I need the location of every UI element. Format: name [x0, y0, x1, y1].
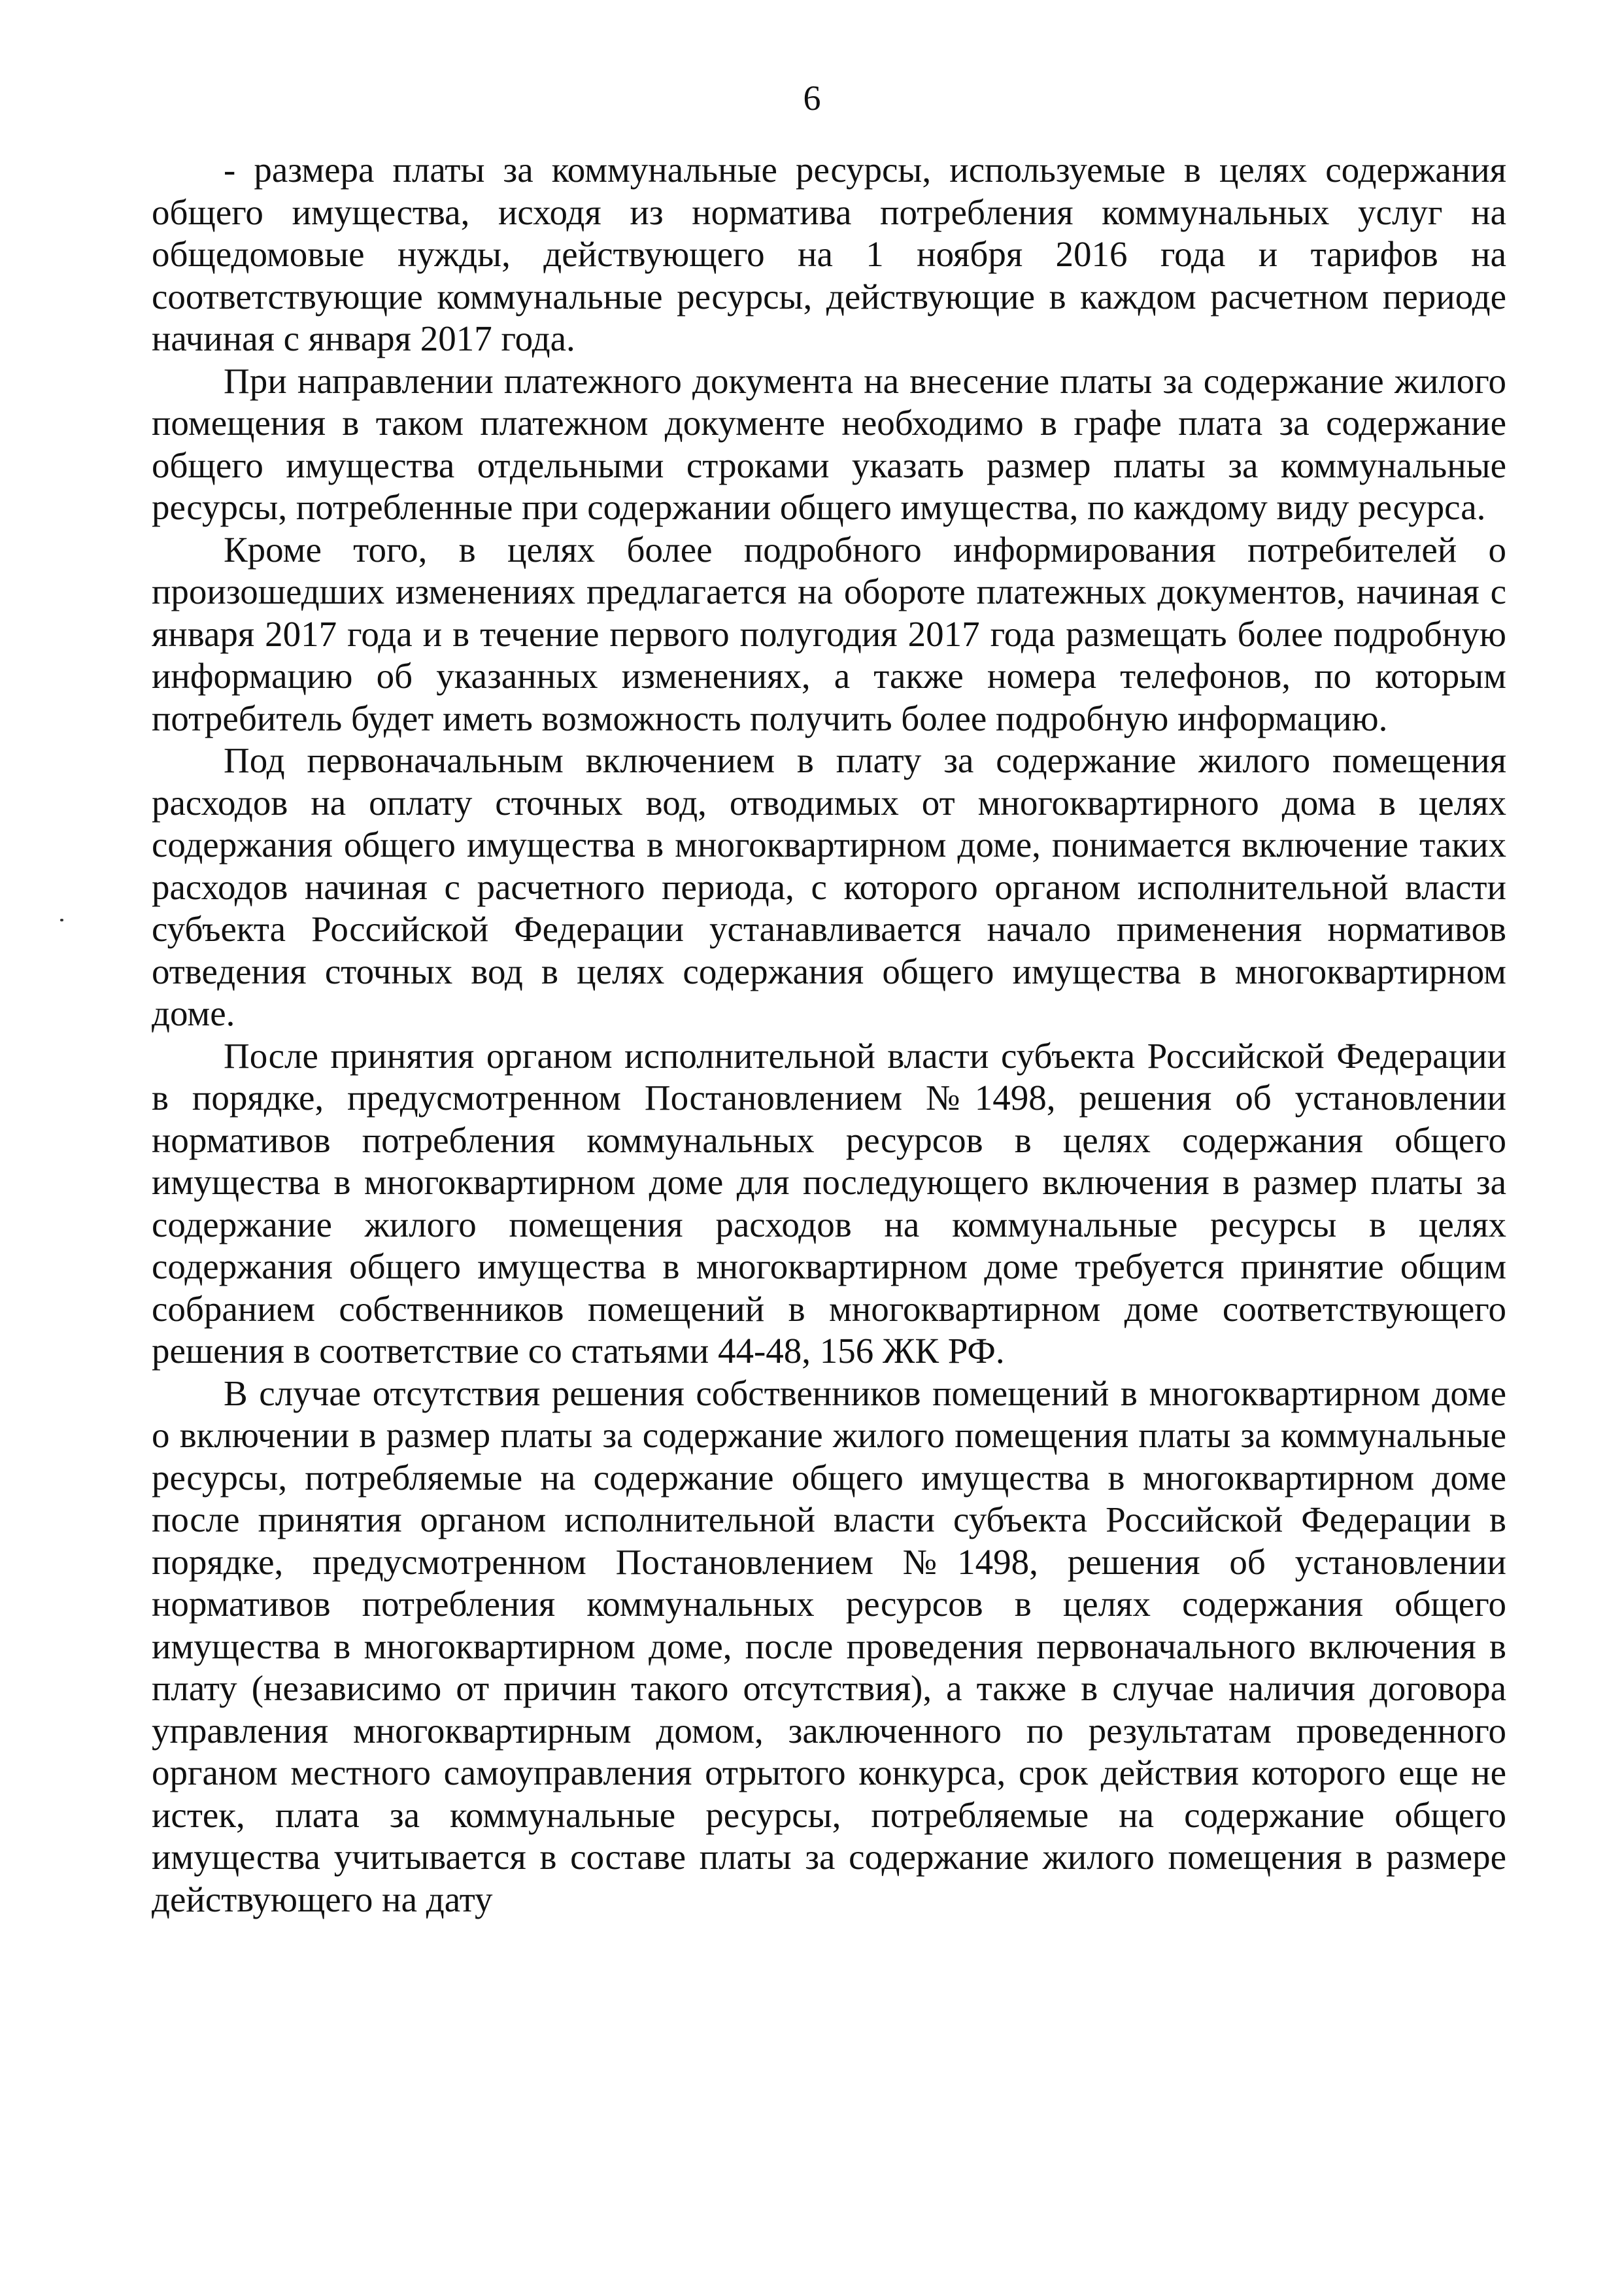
- paragraph-absence-of-decision: В случае отсутствия решения собственников помещений в многоквартирном доме о включении в размер платы за содержание жилого помещения платы за коммунальные ресурсы, потребляемые на содержание общего имущества в многоквартирном доме после принятия органом исполнительной власти субъекта Российской Федерации в порядке, предусмотренном Постановлением №1498, решения об установлении нормативов потребления коммунальных ресурсов в целях содержания общего имущества в многоквартирном доме, после проведения первоначального включения в плату (независимо от причин такого отсутствия), а также в случае наличия договора управления многоквартирным домом, заключенного по результатам проведенного органом местного самоуправления отрытого конкурса, срок действия которого еще не истек, плата за коммунальные ресурсы, потребляемые на содержание общего имущества учитывается в составе платы за содержание жилого помещения в размере действующего на дату: [152, 1373, 1506, 1919]
- document-body: [152, 149, 1506, 1921]
- paragraph-fee-for-resources: - размера платы за коммунальные ресурсы, используемые в целях содержания общего имущества, исходя из норматива потребления коммунальных услуг на общедомовые нужды, действующего на 1 ноября 2016 года и тарифов на соответствующие коммунальные ресурсы, действующие в каждом расчетном периоде начиная с января 2017 года.: [152, 150, 1506, 358]
- paragraph-payment-document: При направлении платежного документа на внесение платы за содержание жилого помещения в таком платежном документе необходимо в графе плата за содержание общего имущества отдельными строками указать размер платы за коммунальные ресурсы, потребленные при содержании общего имущества, по каждому виду ресурса.: [152, 360, 1506, 527]
- paragraph-after-adoption: После принятия органом исполнительной власти субъекта Российской Федерации в порядке, предусмотренном Постановлением №1498, решения об установлении нормативов потребления коммунальных ресурсов в целях содержания общего имущества в многоквартирном доме для последующего включения в размер платы за содержание жилого помещения расходов на коммунальные ресурсы в целях содержания общего имущества в многоквартирном доме требуется принятие общим собранием собственников помещений в многоквартирном доме соответствующего решения в соответствие со статьями 44-48, 156 ЖК РФ.: [152, 1035, 1506, 1371]
- scan-speck: [60, 919, 63, 921]
- page-number: 6: [803, 78, 821, 118]
- paragraph-consumer-information: Кроме того, в целях более подробного информирования потребителей о произошедших изменениях предлагается на обороте платежных документов, начиная с января 2017 года и в течение первого полугодия 2017 года размещать более подробную информацию об указанных изменениях, а также номера телефонов, по которым потребитель будет иметь возможность получить более подробную информацию.: [152, 529, 1506, 738]
- paragraph-initial-inclusion: Под первоначальным включением в плату за содержание жилого помещения расходов на оплату сточных вод, отводимых от многоквартирного дома в целях содержания общего имущества в многоквартирном доме, понимается включение таких расходов начиная с расчетного периода, с которого органом исполнительной власти субъекта Российской Федерации устанавливается начало применения нормативов отведения сточных вод в целях содержания общего имущества в многоквартирном доме.: [152, 740, 1506, 1033]
